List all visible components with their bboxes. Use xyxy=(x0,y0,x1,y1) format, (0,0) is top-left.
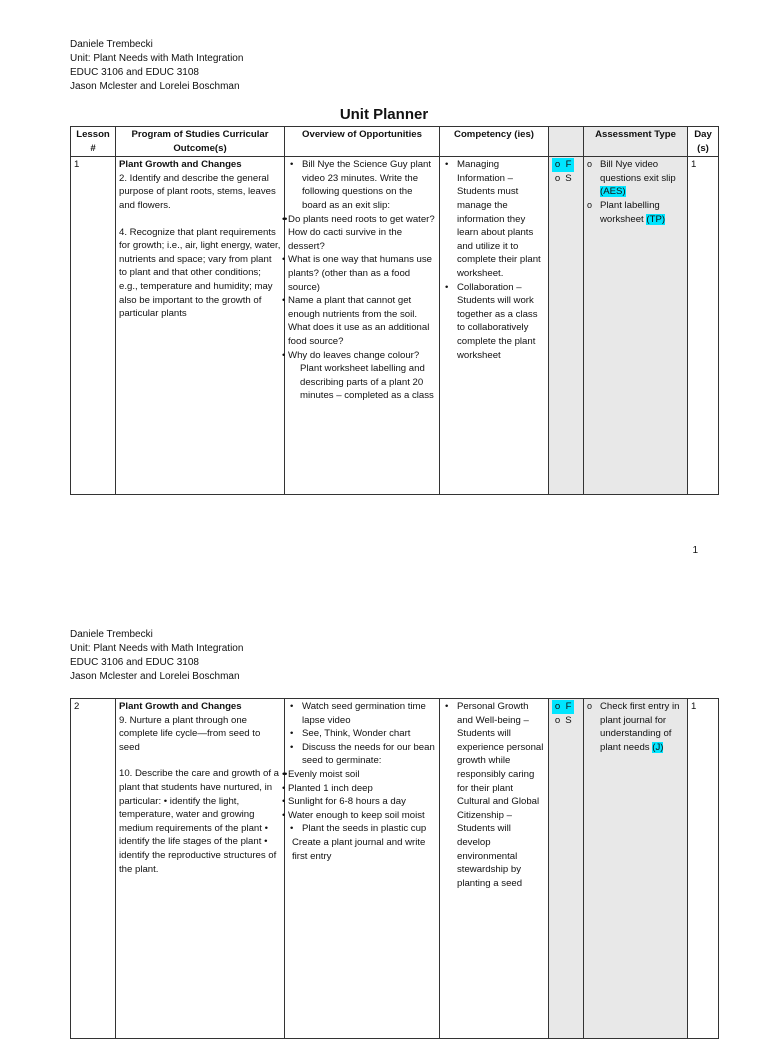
competency-cell xyxy=(440,699,549,1039)
page-number: 1 xyxy=(692,545,698,556)
col-of-marker xyxy=(549,127,584,157)
marker-o: o xyxy=(554,714,561,726)
outcome-text: 2. Identify and describe the general purpose of plant roots, stems, leaves and flowers. xyxy=(119,172,276,211)
outcome-text: 4. Recognize that plant requirements for growth; i.e., air, light energy, water, nutrients and space; vary from plant to plant and that other conditions; e.g., temperature and humidity; may also be important to the growth of particular plants xyxy=(119,226,281,320)
exit-question: • Name a plant that cannot get enough nutrients from the soil. What does it use as an additional food source? xyxy=(282,295,430,347)
marker-o: o xyxy=(554,172,561,184)
competency-item: Cultural and Global Citizenship – Students will develop environmental stewardship by planting a seed xyxy=(457,796,540,889)
unit-planner-table xyxy=(70,698,719,1039)
competency-item: • Managing Information – Students must manage the information they learn about plants and utilize it to complete their plant worksheet. xyxy=(443,158,545,280)
marker-f: F xyxy=(563,158,574,172)
assessment-tag: (TP) xyxy=(646,213,666,225)
col-days: Day (s) xyxy=(688,127,719,157)
competency-cell xyxy=(440,157,549,495)
outcomes-cell xyxy=(116,157,285,495)
exit-question: • • Do plants need roots to get water? xyxy=(282,213,435,225)
overview-item: • Bill Nye the Science Guy plant video 23 minutes. Write the following questions on the board as an exit slip: xyxy=(288,158,436,212)
germination-need: • Planted 1 inch deep xyxy=(282,782,373,794)
marker-o: o xyxy=(552,158,563,172)
overview-cell xyxy=(282,157,440,495)
germination-need: • Sunlight for 6-8 hours a day xyxy=(282,796,406,808)
table-row xyxy=(71,157,719,495)
of-marker-cell xyxy=(549,699,584,1039)
assessment-cell xyxy=(584,699,688,1039)
unit-planner-table xyxy=(70,126,719,495)
overview-item: Create a plant journal and write first entry xyxy=(292,836,426,862)
author-name: Daniele Trembecki xyxy=(70,629,153,640)
overview-cell xyxy=(282,699,440,1039)
course-codes: EDUC 3106 and EDUC 3108 xyxy=(70,657,199,668)
exit-question: • What is one way that humans use plants? (other than as a food source) xyxy=(282,254,433,293)
overview-item: • Plant the seeds in plastic cup xyxy=(288,822,436,836)
germination-need: • • Evenly moist soil xyxy=(282,768,360,780)
unit-name: Unit: Plant Needs with Math Integration xyxy=(70,53,244,64)
author-name: Daniele Trembecki xyxy=(70,39,153,50)
assessment-item: Check first entry in plant journal for understanding of plant needs xyxy=(600,701,680,753)
lesson-number: 1 xyxy=(71,157,116,495)
competency-item: • Collaboration – Students will work together as a class to collaboratively complete the plant worksheet xyxy=(443,281,545,363)
page-header xyxy=(70,628,243,684)
outcome-heading: Plant Growth and Changes xyxy=(119,159,242,171)
competency-item: • Personal Growth and Well-being – Students will experience personal growth while responsibly caring for their plant xyxy=(457,701,544,794)
outcome-text: 9. Nurture a plant through one complete life cycle—from seed to seed xyxy=(119,714,261,753)
page-2 xyxy=(0,590,768,1024)
marker-s: S xyxy=(565,714,572,726)
col-competency: Competency (ies) xyxy=(440,127,549,157)
overview-item: • Watch seed germination time lapse video xyxy=(288,700,436,727)
assessment-cell xyxy=(584,157,688,495)
of-marker-cell xyxy=(549,157,584,495)
col-lesson: Lesson # xyxy=(71,127,116,157)
unit-name: Unit: Plant Needs with Math Integration xyxy=(70,643,244,654)
lesson-number: 2 xyxy=(71,699,116,1039)
col-outcomes: Program of Studies Curricular Outcome(s) xyxy=(116,127,285,157)
table-row xyxy=(71,699,719,1039)
overview-item: Plant worksheet labelling and describing parts of a plant 20 minutes – completed as a class xyxy=(300,363,434,402)
table-header-row xyxy=(71,127,719,157)
instructor-names: Jason Mclester and Lorelei Boschman xyxy=(70,671,240,682)
assessment-tag: (J) xyxy=(652,741,664,753)
instructor-names: Jason Mclester and Lorelei Boschman xyxy=(70,81,240,92)
assessment-item: Plant labelling worksheet xyxy=(600,199,660,225)
course-codes: EDUC 3106 and EDUC 3108 xyxy=(70,67,199,78)
days-cell: 1 xyxy=(688,157,719,495)
germination-need: • Water enough to keep soil moist xyxy=(282,809,425,821)
exit-question: How do cacti survive in the dessert? xyxy=(288,227,403,252)
page-title: Unit Planner xyxy=(339,106,429,123)
exit-question: • Why do leaves change colour? xyxy=(282,349,420,361)
marker-s: S xyxy=(565,172,572,184)
marker-f: F xyxy=(563,700,574,714)
marker-o: o xyxy=(552,700,563,714)
assessment-tag: (AES) xyxy=(600,186,626,198)
outcomes-cell xyxy=(116,699,285,1039)
col-overview: Overview of Opportunities xyxy=(285,127,440,157)
col-assessment: Assessment Type xyxy=(584,127,688,157)
days-cell: 1 xyxy=(688,699,719,1039)
page-header xyxy=(70,38,243,94)
overview-item: • See, Think, Wonder chart xyxy=(288,727,436,741)
overview-item: • Discuss the needs for our bean seed to germinate: xyxy=(288,741,436,768)
assessment-item: Bill Nye video questions exit slip xyxy=(600,159,676,184)
outcome-text: 10. Describe the care and growth of a plant that students have nurtured, in particular: • identify the light, temperature, water and growing medium requirements of the plant • identify the life stages of the plant • identify the reproductive structures of the plant. xyxy=(119,768,279,875)
outcome-heading: Plant Growth and Changes xyxy=(119,701,242,712)
